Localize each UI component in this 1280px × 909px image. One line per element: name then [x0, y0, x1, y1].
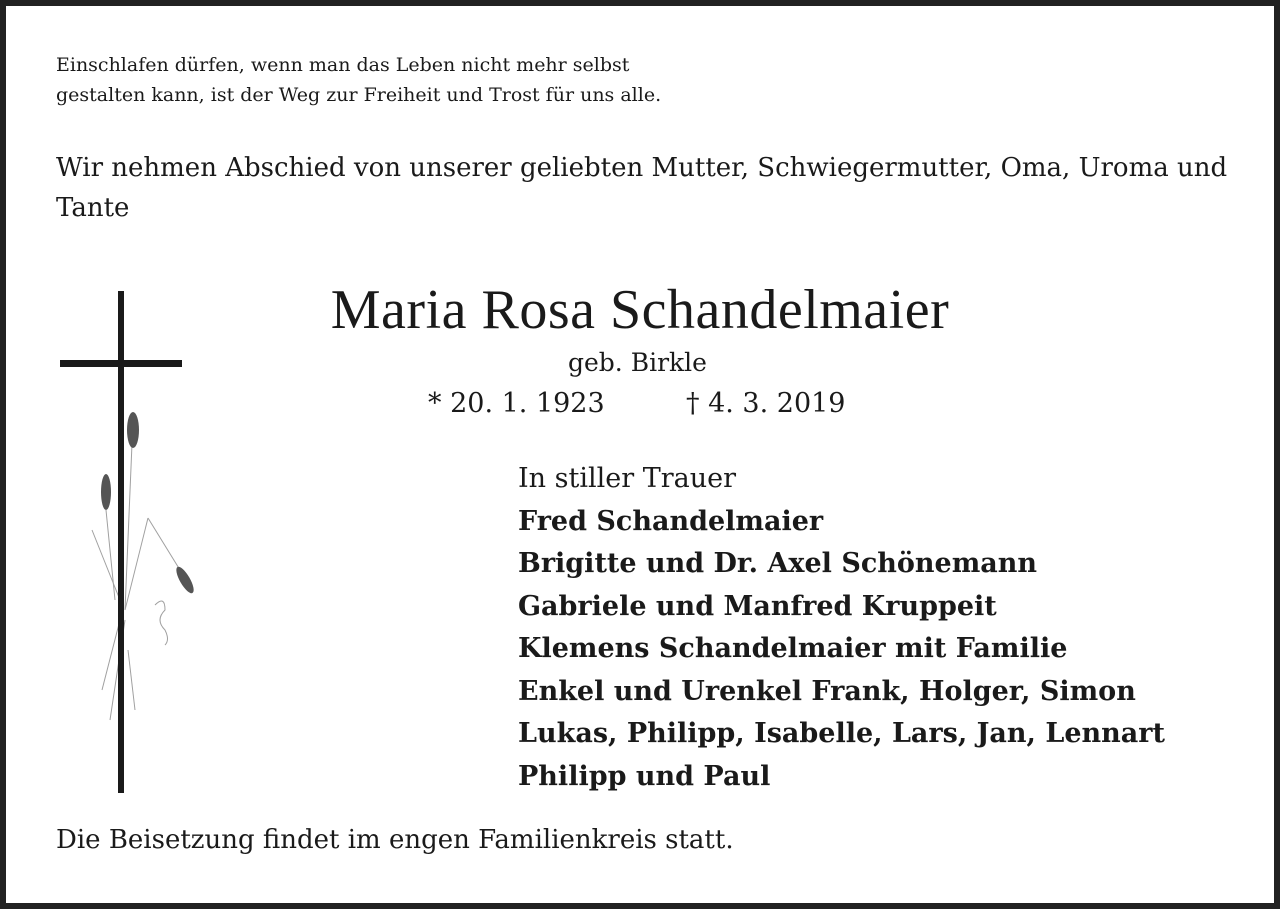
mourners-heading: In stiller Trauer [518, 463, 737, 494]
mourner-name: Gabriele und Manfred Kruppeit [518, 590, 997, 622]
quote-line: gestalten kann, ist der Weg zur Freiheit und Trost für uns alle. [56, 84, 662, 106]
quote [56, 50, 661, 110]
mourners-list [518, 458, 1165, 798]
death-date: † 4. 3. 2019 [686, 388, 846, 419]
mourner-name: Fred Schandelmaier [518, 505, 824, 537]
cross-with-wheat-icon [40, 280, 240, 800]
mourner-name: Klemens Schandelmaier mit Familie [518, 633, 1068, 664]
intro-text: Wir nehmen Abschied von unserer geliebten Mutter, Schwiegermutter, Oma, Uroma und Tante [56, 153, 1228, 223]
birth-date: * 20. 1. 1923 [428, 388, 605, 419]
quote-line: Einschlafen dürfen, wenn man das Leben nicht mehr selbst [56, 54, 630, 76]
mourner-name: Lukas, Philipp, Isabelle, Lars, Jan, Lennart [518, 718, 1165, 749]
deceased-name: Maria Rosa Schandelmaier [330, 279, 950, 341]
mourner-name: Philipp und Paul [518, 760, 771, 792]
maiden-name: geb. Birkle [568, 348, 707, 377]
closing-text: Die Beisetzung findet im engen Familienkreis statt. [56, 825, 734, 855]
mourner-name: Brigitte und Dr. Axel Schönemann [518, 548, 1038, 579]
mourner-name: Enkel und Urenkel Frank, Holger, Simon [518, 675, 1136, 707]
